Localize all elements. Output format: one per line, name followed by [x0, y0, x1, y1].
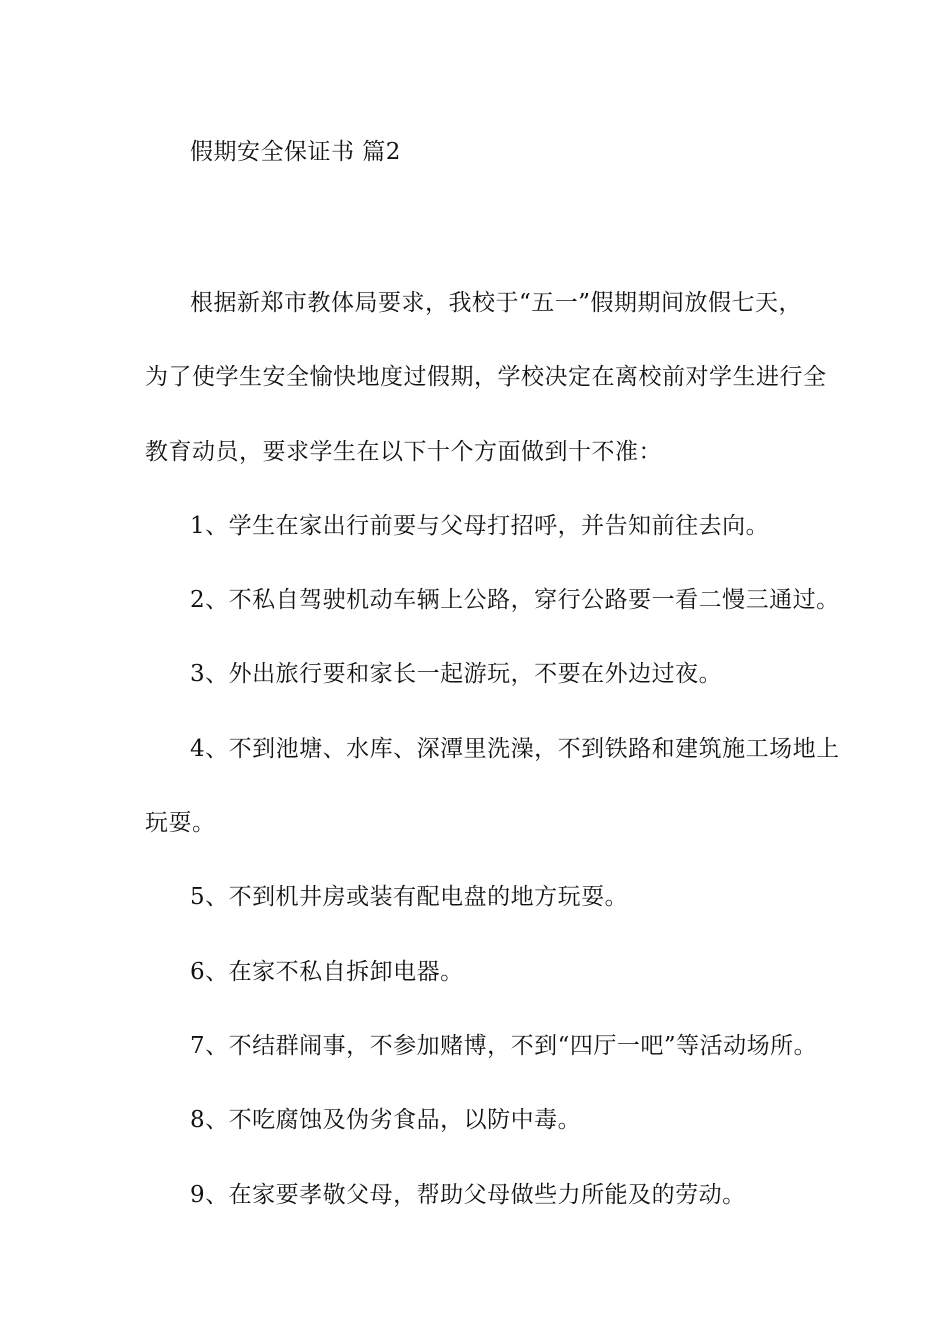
list-item-9: 9、在家要孝敬父母，帮助父母做些力所能及的劳动。	[190, 1182, 746, 1208]
list-item-4: 4、不到池塘、水库、深潭里洗澡，不到铁路和建筑施工场地上	[190, 736, 840, 762]
list-item-7: 7、不结群闹事，不参加赌博，不到“四厅一吧”等活动场所。	[190, 1033, 818, 1059]
document-title: 假期安全保证书 篇2	[190, 139, 401, 165]
list-item-2: 2、不私自驾驶机动车辆上公路，穿行公路要一看二慢三通过。	[190, 587, 840, 613]
intro-line-1: 根据新郑市教体局要求，我校于“五一”假期期间放假七天，	[190, 290, 803, 316]
intro-line-3: 教育动员，要求学生在以下十个方面做到十不准：	[145, 439, 662, 465]
list-item-5: 5、不到机井房或装有配电盘的地方玩耍。	[190, 884, 629, 910]
list-item-1: 1、学生在家出行前要与父母打招呼，并告知前往去向。	[190, 513, 770, 539]
list-item-6: 6、在家不私自拆卸电器。	[190, 959, 464, 985]
list-item-8: 8、不吃腐蚀及伪劣食品，以防中毒。	[190, 1107, 582, 1133]
list-item-4-continued: 玩耍。	[145, 810, 216, 836]
list-item-3: 3、外出旅行要和家长一起游玩，不要在外边过夜。	[190, 661, 723, 687]
intro-line-2: 为了使学生安全愉快地度过假期，学校决定在离校前对学生进行全	[145, 364, 827, 390]
